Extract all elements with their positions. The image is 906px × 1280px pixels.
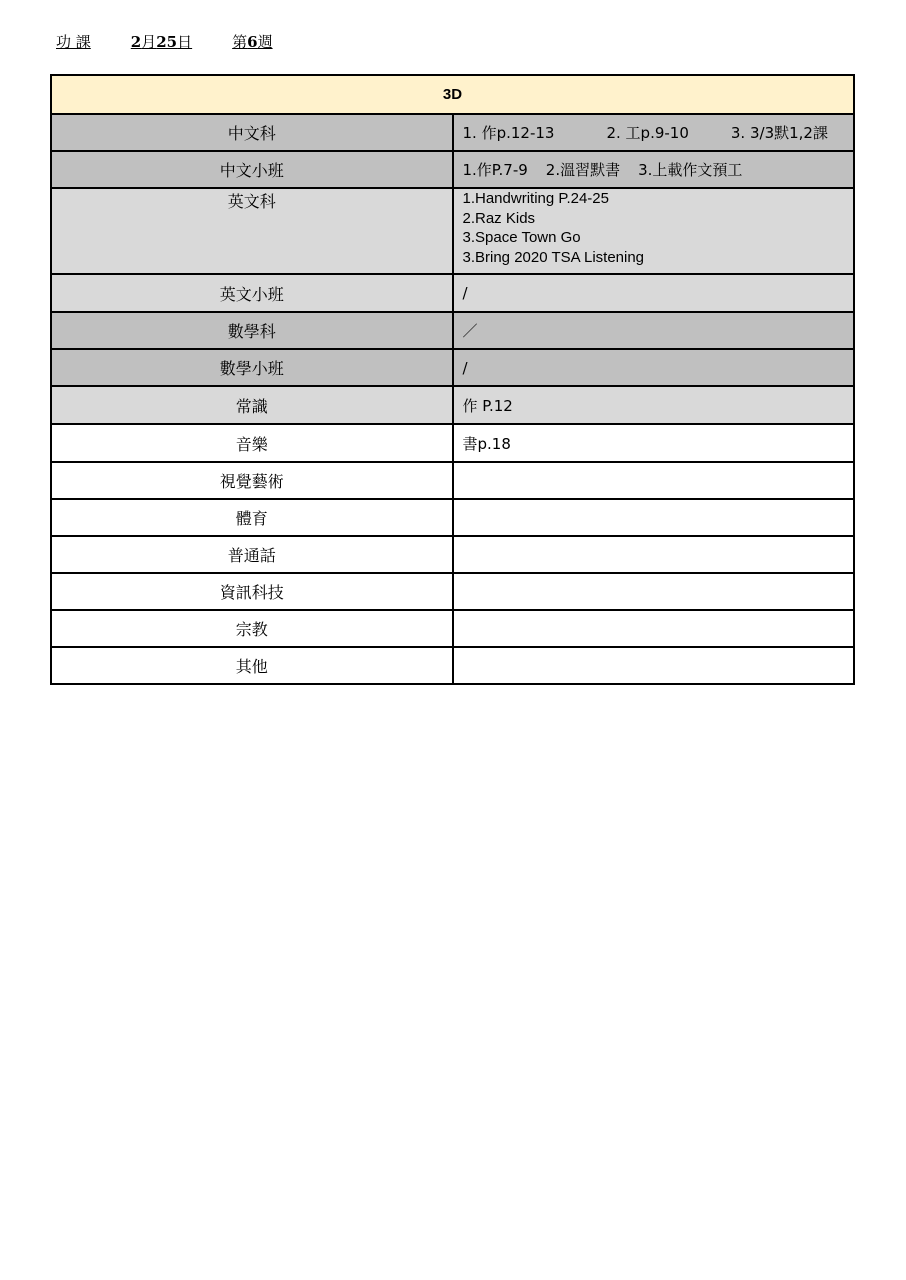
subject-label: 視覺藝術: [51, 462, 453, 499]
subject-label: 英文小班: [51, 274, 453, 312]
row-english: [51, 188, 854, 274]
row-ict: [51, 573, 854, 610]
header-week-num: 6: [247, 33, 258, 51]
row-general-studies: [51, 386, 854, 424]
header-prefix: 功 課: [56, 33, 91, 51]
homework-content: [453, 536, 855, 573]
subject-label: 宗教: [51, 610, 453, 647]
row-english-small: [51, 274, 854, 312]
homework-content: /: [453, 349, 855, 386]
homework-item: 2. 工p.9-10: [606, 124, 689, 142]
class-title-row: [51, 75, 854, 114]
homework-item: 3.Space Town Go: [462, 229, 581, 246]
subject-label: 資訊科技: [51, 573, 453, 610]
subject-label: 普通話: [51, 536, 453, 573]
row-putonghua: [51, 536, 854, 573]
homework-item: 3. 3/3默1,2課: [730, 124, 828, 142]
subject-label: 其他: [51, 647, 453, 684]
subject-label: 中文科: [51, 114, 453, 151]
row-chinese-small: [51, 151, 854, 188]
homework-item: 1. 作p.12-13: [462, 124, 555, 142]
homework-content: [453, 462, 855, 499]
header-day-num: 25: [156, 33, 178, 51]
homework-content: [453, 647, 855, 684]
homework-content: [453, 188, 855, 274]
homework-content: [453, 114, 855, 151]
homework-content: [453, 151, 855, 188]
homework-content: [453, 610, 855, 647]
header-month-num: 2: [130, 33, 142, 51]
subject-label: 英文科: [51, 188, 453, 274]
subject-label: 數學小班: [51, 349, 453, 386]
homework-item: 3.Bring 2020 TSA Listening: [462, 248, 645, 266]
homework-content: 作 P.12: [453, 386, 855, 424]
homework-item: 2.溫習默書: [545, 161, 621, 179]
header-month-char: 月: [141, 33, 157, 51]
subject-label: 常識: [51, 386, 453, 424]
subject-label: 音樂: [51, 424, 453, 462]
subject-label: 體育: [51, 499, 453, 536]
homework-item: 2.Raz Kids: [462, 209, 536, 227]
subject-label: 中文小班: [51, 151, 453, 188]
header-week-prefix: 第: [232, 33, 248, 51]
subject-label: 數學科: [51, 312, 453, 349]
row-chinese: [51, 114, 854, 151]
row-math: [51, 312, 854, 349]
row-religion: [51, 610, 854, 647]
row-visual-arts: [51, 462, 854, 499]
homework-content: 書p.18: [453, 424, 855, 462]
row-math-small: [51, 349, 854, 386]
homework-item: 1.作P.7-9: [462, 161, 528, 179]
homework-table: [50, 74, 855, 685]
class-name: 3D: [51, 75, 854, 114]
header-day-char: 日: [177, 33, 193, 51]
row-others: [51, 647, 854, 684]
homework-content: /: [453, 274, 855, 312]
header-week-char: 週: [257, 33, 273, 51]
row-pe: [51, 499, 854, 536]
homework-header: [56, 31, 273, 52]
homework-item: 3.上載作文預工: [638, 161, 743, 179]
row-music: [51, 424, 854, 462]
homework-content: ／: [453, 312, 855, 349]
homework-item: 1.Handwriting P.24-25: [462, 190, 609, 207]
homework-content: [453, 499, 855, 536]
homework-content: [453, 573, 855, 610]
